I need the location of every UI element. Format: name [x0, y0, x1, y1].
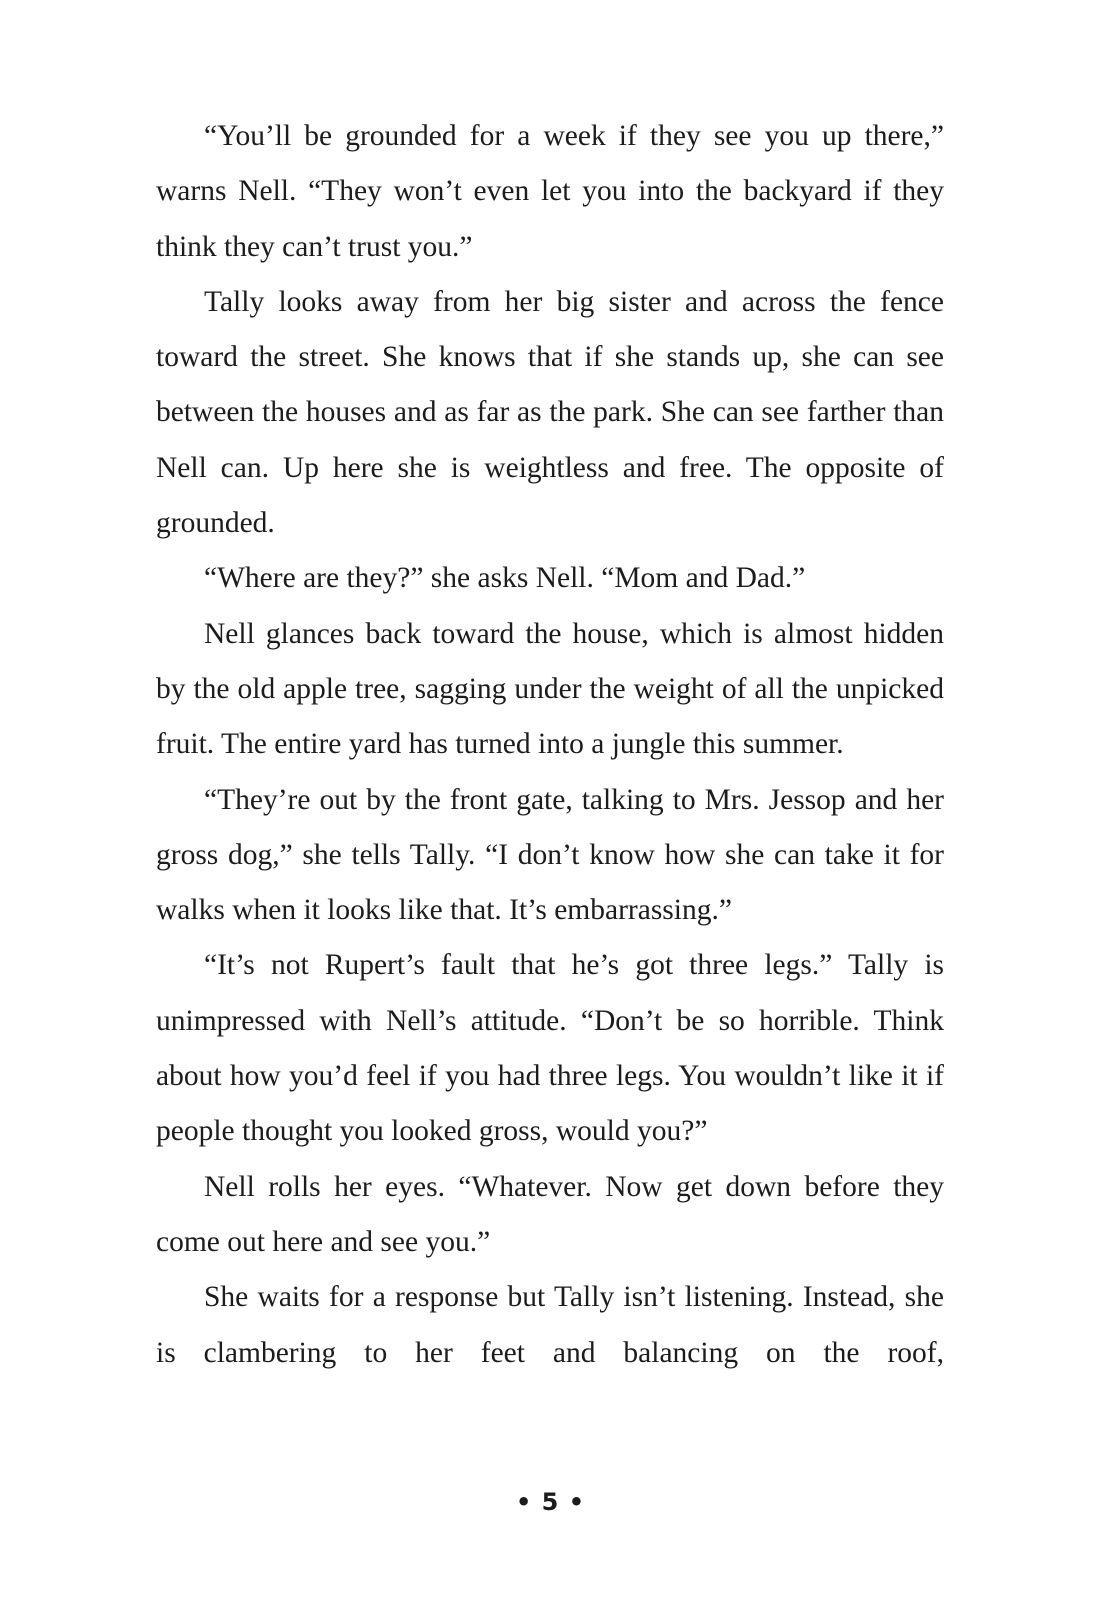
paragraph: “Where are they?” she asks Nell. “Mom and Dad.”	[204, 562, 806, 595]
paragraph: Nell glances back toward the house, which is almost hidden by the old apple tree, sagging under the weight of all the unpicked fruit. The entire yard has turned into a jungle this summer.	[156, 617, 944, 761]
paragraph: Tally looks away from her big sister and across the fence toward the street. She knows that if she stands up, she can see between the houses and as far as the park. She can see farther than Nell can. Up here she is weightless and free. The opposite of grounded.	[156, 285, 944, 540]
body-text	[156, 109, 944, 1381]
paragraph: “It’s not Rupert’s fault that he’s got three legs.” Tally is unimpressed with Nell’s attitude. “Don’t be so horrible. Think about how you’d feel if you had three legs. You wouldn’t like it if people thought you looked gross, would you?”	[156, 949, 944, 1148]
paragraph-continued: She waits for a response but Tally isn’t listening. Instead, she is clambering to her feet and balancing on the roof,	[156, 1281, 944, 1369]
page-number: • 5 •	[515, 1488, 586, 1516]
paragraph: Nell rolls her eyes. “Whatever. Now get down before they come out here and see you.”	[156, 1170, 944, 1258]
paragraph: “You’ll be grounded for a week if they see you up there,” warns Nell. “They won’t even let you into the backyard if they think they can’t trust you.”	[156, 120, 944, 263]
paragraph: “They’re out by the front gate, talking to Mrs. Jessop and her gross dog,” she tells Tally. “I don’t know how she can take it for walks when it looks like that. It’s embarrassing.”	[156, 783, 944, 927]
